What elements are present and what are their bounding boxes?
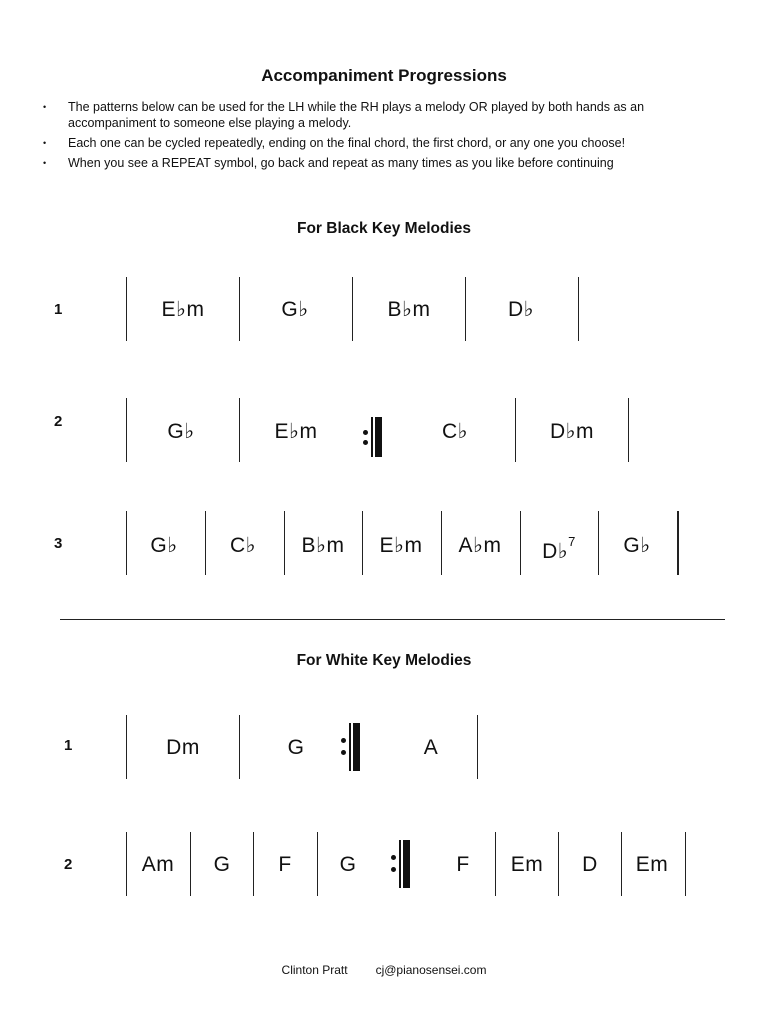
instruction-item: • When you see a REPEAT symbol, go back and repeat as many times as you like before continuing <box>40 155 730 171</box>
repeat-sign <box>391 840 413 888</box>
chord-symbol: Am <box>141 853 175 876</box>
progression-row-black-2 <box>0 398 768 462</box>
barline <box>598 511 599 575</box>
chord-symbol: F <box>278 853 292 876</box>
chord-symbol: D <box>582 853 598 876</box>
chord-symbol: F <box>456 853 470 876</box>
row-number: 1 <box>64 737 73 754</box>
chord-symbol: A <box>423 736 439 759</box>
barline <box>441 511 442 575</box>
barline <box>239 398 240 462</box>
chord-symbol: B♭m <box>301 534 345 557</box>
barline <box>685 832 686 896</box>
chord-symbol: A♭m <box>458 534 502 557</box>
barline <box>465 277 466 341</box>
chord-symbol: D♭m <box>549 420 595 443</box>
barline <box>190 832 191 896</box>
progression-row-white-1 <box>0 715 768 779</box>
repeat-sign <box>363 417 385 457</box>
chord-symbol: D♭$^7$ <box>542 534 576 563</box>
chord-symbol: G♭ <box>281 298 309 321</box>
chord-symbol: B♭m <box>387 298 431 321</box>
barline <box>352 277 353 341</box>
chord-symbol: D♭ <box>507 298 535 321</box>
barline <box>239 715 240 779</box>
repeat-sign <box>341 723 363 771</box>
barline <box>621 832 622 896</box>
chord-symbol: Dm <box>166 736 200 759</box>
barline <box>126 277 127 341</box>
chord-symbol: E♭m <box>161 298 205 321</box>
barline <box>253 832 254 896</box>
barline <box>558 832 559 896</box>
page-title: Accompaniment Progressions <box>261 66 507 85</box>
barline <box>578 277 579 341</box>
barline <box>126 832 127 896</box>
chord-symbol: G <box>287 736 305 759</box>
progression-row-white-2 <box>0 832 768 896</box>
barline <box>126 715 127 779</box>
row-number: 3 <box>54 535 63 552</box>
chord-symbol: C♭ <box>441 420 469 443</box>
barline <box>284 511 285 575</box>
chord-symbol: G <box>339 853 357 876</box>
barline <box>205 511 206 575</box>
barline <box>520 511 521 575</box>
section-divider <box>60 619 725 620</box>
chord-symbol: G♭ <box>167 420 195 443</box>
barline <box>239 277 240 341</box>
section-heading-black-keys: For Black Key Melodies <box>296 220 471 237</box>
progression-row-black-3 <box>0 511 768 575</box>
barline <box>317 832 318 896</box>
barline <box>515 398 516 462</box>
instruction-item: • Each one can be cycled repeatedly, ending on the final chord, the first chord, or any one you choose! <box>40 135 730 151</box>
instructions-list <box>40 99 730 175</box>
chord-symbol: G♭ <box>623 534 651 557</box>
progression-row-black-1 <box>0 277 768 341</box>
final-barline <box>677 511 679 575</box>
chord-symbol: E♭m <box>379 534 423 557</box>
barline <box>126 511 127 575</box>
author-name: Clinton Pratt <box>281 963 348 977</box>
barline <box>477 715 478 779</box>
footer <box>0 962 768 978</box>
chord-symbol: Em <box>510 853 544 876</box>
chord-symbol: G♭ <box>150 534 178 557</box>
row-number: 2 <box>64 856 73 873</box>
barline <box>628 398 629 462</box>
chord-symbol: G <box>213 853 231 876</box>
chord-symbol: Em <box>635 853 669 876</box>
chord-symbol: C♭ <box>229 534 257 557</box>
row-number: 2 <box>54 413 63 430</box>
chord-symbol: E♭m <box>274 420 318 443</box>
instruction-item: • The patterns below can be used for the LH while the RH plays a melody OR played by both hands as an accompaniment to someone else playing a melody. <box>40 99 730 131</box>
row-number: 1 <box>54 301 63 318</box>
section-heading-white-keys: For White Key Melodies <box>296 652 472 669</box>
barline <box>362 511 363 575</box>
author-email: cj@pianosensei.com <box>375 963 487 977</box>
barline <box>126 398 127 462</box>
barline <box>495 832 496 896</box>
